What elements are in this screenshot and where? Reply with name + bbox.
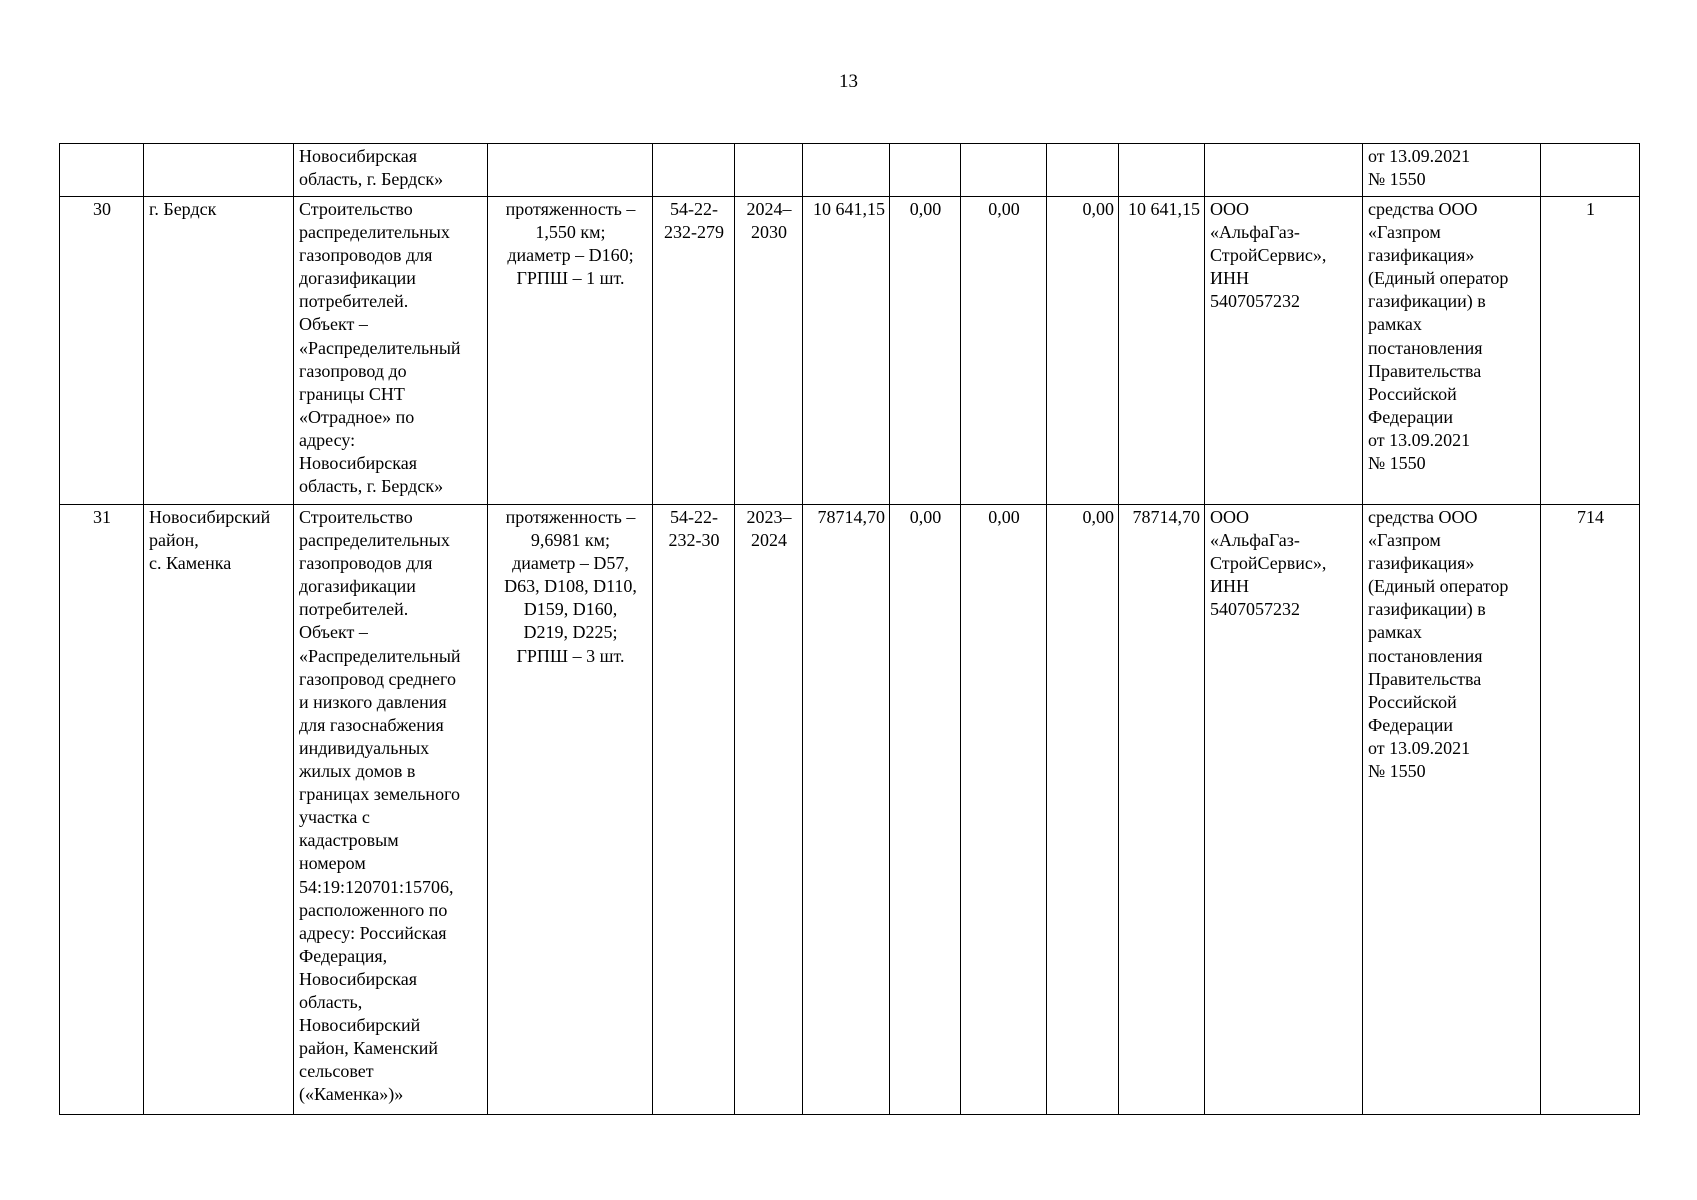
cell-executor: ООО «АльфаГаз- СтройСервис», ИНН 5407057232 bbox=[1205, 197, 1363, 505]
cell-source: средства ООО «Газпром газификация» (Единый оператор газификации) в рамках постановления Правительства Российской Федерации от 13.09.2021 № 1550 bbox=[1363, 505, 1541, 1115]
cell-period bbox=[735, 144, 803, 197]
cell-v2 bbox=[961, 144, 1047, 197]
cell-v4: 78714,70 bbox=[1119, 505, 1205, 1115]
cell-code bbox=[653, 144, 735, 197]
cell-params bbox=[488, 144, 653, 197]
cell-location bbox=[144, 144, 294, 197]
cell-v3: 0,00 bbox=[1047, 505, 1119, 1115]
cell-total: 10 641,15 bbox=[803, 197, 890, 505]
cell-last bbox=[1541, 144, 1640, 197]
cell-source: средства ООО «Газпром газификация» (Единый оператор газификации) в рамках постановления Правительства Российской Федерации от 13.09.2021 № 1550 bbox=[1363, 197, 1541, 505]
cell-period: 2023– 2024 bbox=[735, 505, 803, 1115]
cell-total: 78714,70 bbox=[803, 505, 890, 1115]
project-table bbox=[59, 143, 1640, 1115]
table-row bbox=[60, 505, 1640, 1115]
table-row-continuation bbox=[60, 144, 1640, 197]
cell-params: протяженность – 9,6981 км; диаметр – D57, D63, D108, D110, D159, D160, D219, D225; ГРПШ – 3 шт. bbox=[488, 505, 653, 1115]
cell-description: Новосибирская область, г. Бердск» bbox=[294, 144, 488, 197]
cell-v2: 0,00 bbox=[961, 505, 1047, 1115]
cell-v2: 0,00 bbox=[961, 197, 1047, 505]
cell-v1 bbox=[890, 144, 961, 197]
cell-last: 714 bbox=[1541, 505, 1640, 1115]
cell-v4: 10 641,15 bbox=[1119, 197, 1205, 505]
cell-v3: 0,00 bbox=[1047, 197, 1119, 505]
cell-v3 bbox=[1047, 144, 1119, 197]
page-number: 13 bbox=[839, 71, 858, 92]
table-row bbox=[60, 197, 1640, 505]
cell-code: 54-22- 232-30 bbox=[653, 505, 735, 1115]
cell-executor bbox=[1205, 144, 1363, 197]
cell-source: от 13.09.2021 № 1550 bbox=[1363, 144, 1541, 197]
cell-num bbox=[60, 144, 144, 197]
cell-location: г. Бердск bbox=[144, 197, 294, 505]
cell-executor: ООО «АльфаГаз- СтройСервис», ИНН 5407057232 bbox=[1205, 505, 1363, 1115]
cell-num: 31 bbox=[60, 505, 144, 1115]
cell-period: 2024– 2030 bbox=[735, 197, 803, 505]
cell-num: 30 bbox=[60, 197, 144, 505]
cell-total bbox=[803, 144, 890, 197]
cell-v4 bbox=[1119, 144, 1205, 197]
cell-last: 1 bbox=[1541, 197, 1640, 505]
cell-v1: 0,00 bbox=[890, 505, 961, 1115]
cell-location: Новосибирский район, с. Каменка bbox=[144, 505, 294, 1115]
cell-v1: 0,00 bbox=[890, 197, 961, 505]
cell-description: Строительство распределительных газопроводов для догазификации потребителей. Объект – «Распределительный газопровод среднего и низкого давления для газоснабжения индивидуальных жилых домов в границах земельного участка с кадастровым номером 54:19:120701:15706, расположенного по адресу: Российская Федерация, Новосибирская область, Новосибирский район, Каменский сельсовет («Каменка»)» bbox=[294, 505, 488, 1115]
cell-description: Строительство распределительных газопроводов для догазификации потребителей. Объект – «Распределительный газопровод до границы СНТ «Отрадное» по адресу: Новосибирская область, г. Бердск» bbox=[294, 197, 488, 505]
cell-params: протяженность – 1,550 км; диаметр – D160; ГРПШ – 1 шт. bbox=[488, 197, 653, 505]
cell-code: 54-22- 232-279 bbox=[653, 197, 735, 505]
